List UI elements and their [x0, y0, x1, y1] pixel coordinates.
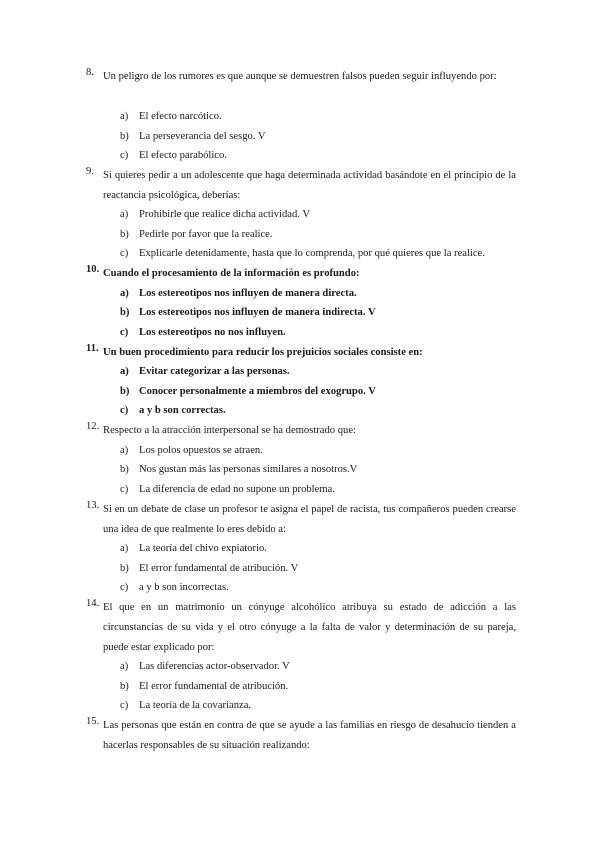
- question-number: 15.: [86, 716, 100, 727]
- option-letter: b): [120, 131, 129, 142]
- option-letter: c): [120, 150, 129, 161]
- option-letter: c): [120, 700, 129, 711]
- option-text: Los estereotipos nos influyen de manera directa.: [139, 288, 357, 299]
- option-text: El efecto parabólico.: [139, 150, 227, 161]
- option-text: Los estereotipos no nos influyen.: [139, 327, 286, 338]
- option-letter: a): [120, 111, 129, 122]
- option-letter: b): [120, 386, 130, 397]
- option-letter: b): [120, 563, 129, 574]
- option-text: a y b son incorrectas.: [139, 582, 229, 593]
- option-text: El efecto narcótico.: [139, 111, 222, 122]
- option-text: Evitar categorizar a las personas.: [139, 366, 290, 377]
- option-text: La teoría del chivo expiatorio.: [139, 543, 267, 554]
- question-text: Respecto a la atracción interpersonal se ha demostrado que:: [103, 425, 356, 436]
- option-letter: b): [120, 307, 130, 318]
- option-letter: c): [120, 248, 129, 259]
- option-text: El error fundamental de atribución.: [139, 681, 289, 692]
- option-text: Conocer personalmente a miembros del exogrupo. V: [139, 386, 376, 397]
- question-number: 10.: [86, 264, 100, 275]
- option-text: La diferencia de edad no supone un problema.: [139, 484, 335, 495]
- question-number: 12.: [86, 421, 100, 432]
- question-text: El que en un matrimonio un cónyuge alcohólico atribuya su estado de adicción a las circunstancias de su vida y el otro cónyuge a la falta de valor y determinación de su pareja, puede estar explicado por:: [103, 602, 516, 653]
- option-text: Los polos opuestos se atraen.: [139, 445, 263, 456]
- option-letter: a): [120, 209, 129, 220]
- question-number: 14.: [86, 598, 100, 609]
- question-text: Si en un debate de clase un profesor te asigna el papel de racista, tus compañeros pueden crearse una idea de que realmente lo eres debido a:: [103, 504, 516, 535]
- question-number: 13.: [86, 500, 100, 511]
- option-text: Prohibirle que realice dicha actividad. V: [139, 209, 311, 220]
- option-letter: b): [120, 681, 129, 692]
- option-letter: a): [120, 366, 129, 377]
- question-text: Un peligro de los rumores es que aunque se demuestren falsos pueden seguir influyendo por:: [103, 71, 497, 82]
- option-letter: a): [120, 445, 129, 456]
- option-letter: c): [120, 484, 129, 495]
- option-letter: c): [120, 405, 129, 416]
- option-text: a y b son correctas.: [139, 405, 226, 416]
- question-text: Cuando el procesamiento de la información es profundo:: [103, 268, 360, 279]
- option-text: Los estereotipos nos influyen de manera indirecta. V: [139, 307, 376, 318]
- option-text: La teoría de la covarianza.: [139, 700, 252, 711]
- option-letter: a): [120, 543, 129, 554]
- option-letter: a): [120, 661, 129, 672]
- option-letter: a): [120, 288, 129, 299]
- option-text: Pedirle por favor que la realice.: [139, 229, 273, 240]
- option-letter: b): [120, 464, 129, 475]
- option-letter: c): [120, 327, 129, 338]
- question-number: 8.: [86, 67, 94, 78]
- option-text: La perseverancia del sesgo. V: [139, 131, 266, 142]
- option-text: Nos gustan más las personas similares a nosotros.V: [139, 464, 358, 475]
- question-number: 11.: [86, 343, 99, 354]
- option-text: Explicarle detenidamente, hasta que lo comprenda, por qué quieres que la realice.: [139, 248, 485, 259]
- question-number: 9.: [86, 166, 94, 177]
- option-letter: c): [120, 582, 129, 593]
- question-text: Si quieres pedir a un adolescente que haga determinada actividad basándote en el principio de la reactancia psicológica, deberías:: [103, 170, 516, 201]
- question-text: Un buen procedimiento para reducir los prejuicios sociales consiste en:: [103, 347, 423, 358]
- option-text: El error fundamental de atribución. V: [139, 563, 299, 574]
- option-letter: b): [120, 229, 129, 240]
- option-text: Las diferencias actor-observador. V: [139, 661, 290, 672]
- question-text: Las personas que están en contra de que se ayude a las familias en riesgo de desahucio tienden a hacerlas responsables de su situación realizando:: [103, 720, 516, 751]
